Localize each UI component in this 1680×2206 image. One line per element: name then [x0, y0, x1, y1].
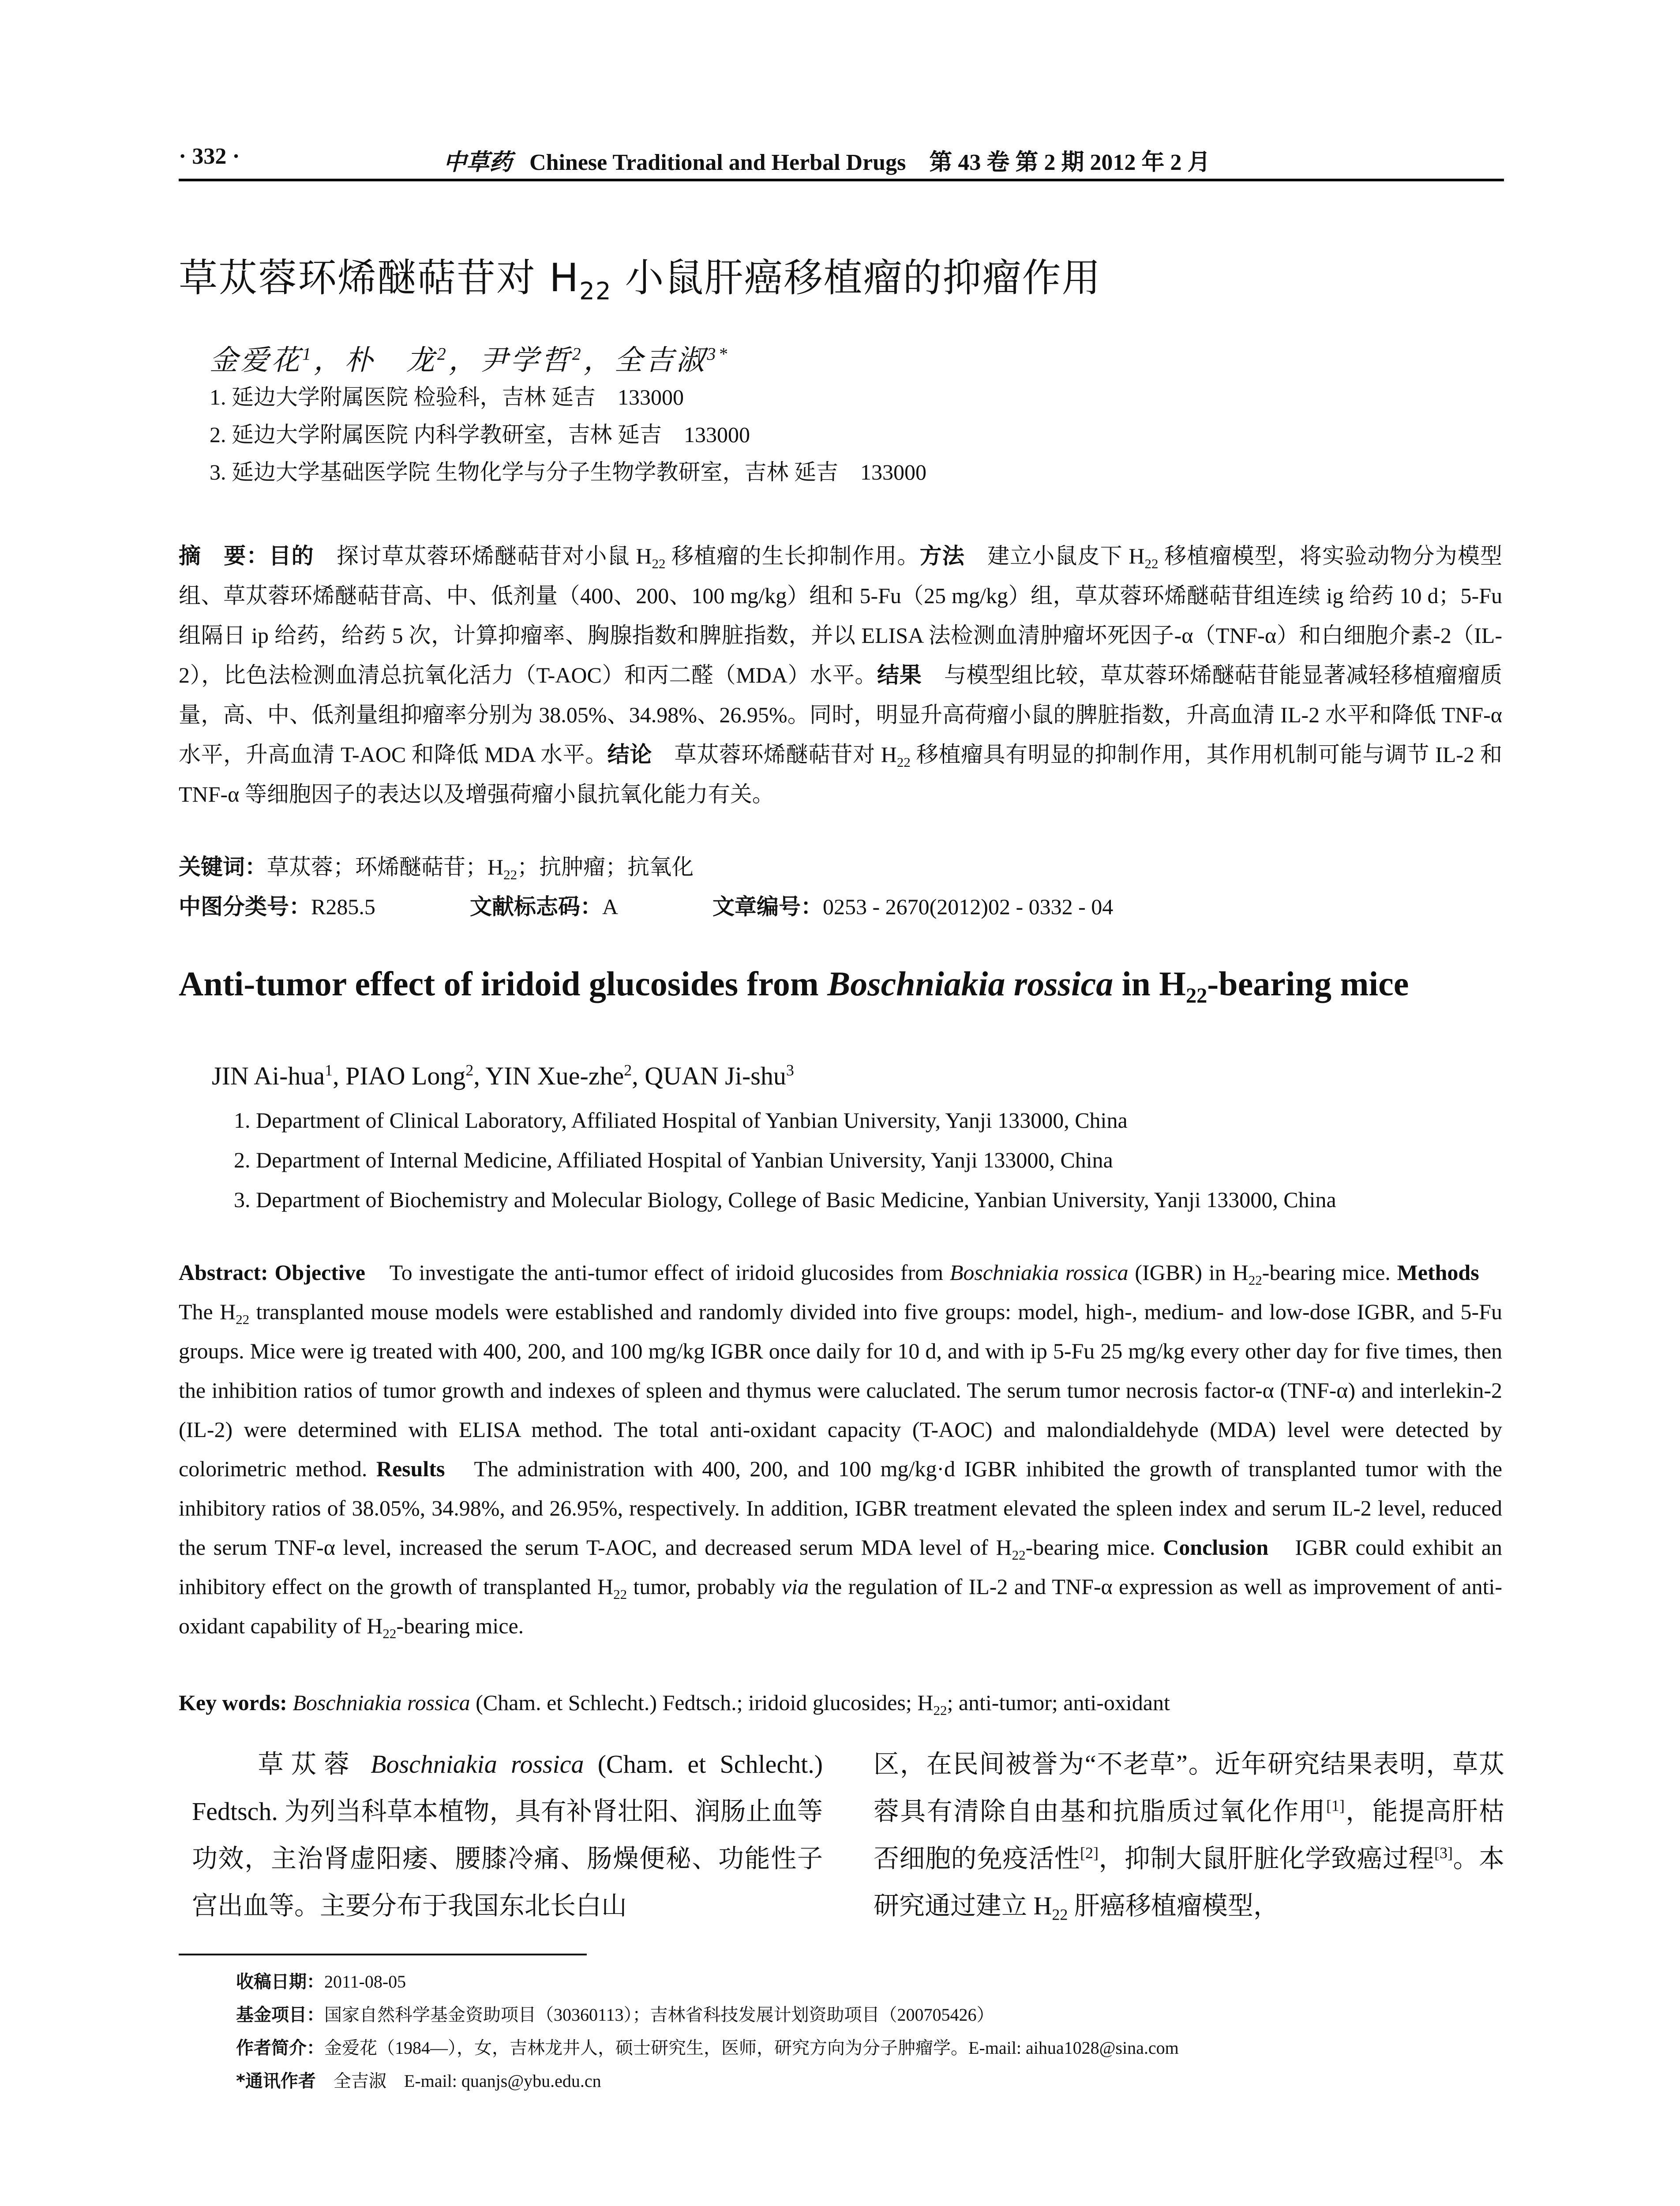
- author-cn: 全吉淑: [614, 345, 707, 376]
- journal-name-en: Chinese Traditional and Herbal Drugs: [529, 150, 906, 175]
- footnote-rule: [179, 1954, 587, 1955]
- abstract-cn: 摘 要：目的 探讨草苁蓉环烯醚萜苷对小鼠 $H_{22}$ 移植瘤的生长抑制作用。方法 建立小鼠皮下 $H_{22}$ 移植瘤模型，将实验动物分为模型组、草苁蓉环烯醚萜苷高、中、低剂量（400、200、100 mg/kg）组和 5-Fu（25 mg/kg）组，草苁蓉环烯醚萜苷组连续 ig 给药 10 d；5-Fu 组隔日 ip 给药，给药 5 次，计算抑瘤率、胸腺指数和脾脏指数，并以 ELISA 法检测血清肿瘤坏死因子-α（TNF-α）和白细胞介素-2（IL-2），比色法检测血清总抗氧化活力（T-AOC）和丙二醛（MDA）水平。结果 与模型组比较，草苁蓉环烯醚萜苷能显著减轻移植瘤瘤质量，高、中、低剂量组抑瘤率分别为 38.05%、34.98%、26.95%。同时，明显升高荷瘤小鼠的脾脏指数，升高血清 IL-2 水平和降低 TNF-α 水平，升高血清 T-AOC 和降低 MDA 水平。结论 草苁蓉环烯醚萜苷对 $H_{22}$ 移植瘤具有明显的抑制作用，其作用机制可能与调节 IL-2 和 TNF-α 等细胞因子的表达以及增强荷瘤小鼠抗氧化能力有关。: [179, 543, 1503, 807]
- author-cn: 尹学哲: [479, 345, 572, 376]
- author-cn: 朴 龙: [344, 345, 437, 376]
- affiliation-en: 2. Department of Internal Medicine, Affiliated Hospital of Yanbian University, Yanji 133000, China: [234, 1148, 1113, 1172]
- author-en: JIN Ai-hua: [212, 1062, 325, 1090]
- abstract-label-en: Abstract: Objective: [179, 1260, 365, 1285]
- article-number: 文章编号：0253 - 2670(2012)02 - 0332 - 04: [712, 894, 1114, 919]
- footnote-received: 收稿日期：2011-08-05: [236, 1972, 406, 1992]
- journal-title: [443, 143, 1210, 176]
- affiliation-en: 1. Department of Clinical Laboratory, Affiliated Hospital of Yanbian University, Yanji 133000, China: [234, 1108, 1128, 1133]
- citation: [1]: [1326, 1797, 1345, 1815]
- affiliation-cn: 1. 延边大学附属医院 检验科，吉林 延吉 133000: [210, 385, 684, 409]
- document-code: 文献标志码：A: [470, 894, 619, 919]
- footnote-corresponding: *通讯作者 全吉淑 E-mail: quanjs@ybu.edu.cn: [236, 2071, 601, 2091]
- authors-cn: 金爱花$^1$，朴 龙$^2$，尹学哲$^2$，全吉淑$^{3*}$: [210, 344, 730, 376]
- body-column-left: 草苁蓉 Boschniakia rossica (Cham. et Schlecht.) Fedtsch. 为列当科草本植物，具有补肾壮阳、润肠止血等功效，主治肾虚阳痿、腰膝冷痛、肠燥便秘、功能性子宫出血等。主要分布于我国东北长白山: [192, 1750, 823, 1920]
- page-number: · 332 ·: [179, 144, 240, 169]
- author-en: YIN Xue-zhe: [485, 1062, 624, 1090]
- keywords-cn: 关键词：草苁蓉；环烯醚萜苷；$H_{22}$；抗肿瘤；抗氧化: [179, 854, 694, 882]
- author-en: QUAN Ji-shu: [645, 1062, 786, 1090]
- footnote-fund: 基金项目：国家自然科学基金资助项目（30360113）；吉林省科技发展计划资助项目（200705426）: [236, 2005, 994, 2025]
- citation: [2]: [1080, 1844, 1099, 1862]
- affiliation-cn: 2. 延边大学附属医院 内科学教研室，吉林 延吉 133000: [210, 422, 750, 447]
- abstract-label-cn: 摘 要：: [179, 543, 269, 569]
- author-cn: 金爱花: [210, 345, 302, 376]
- article-title-en: Anti-tumor effect of iridoid glucosides from Boschniakia rossica in $H_{22}$-bearing mice: [179, 964, 1409, 1008]
- author-en: PIAO Long: [345, 1062, 466, 1090]
- article-title-cn: 草苁蓉环烯醚萜苷对 $H_{22}$ 小鼠肝癌移植瘤的抑瘤作用: [179, 255, 1102, 305]
- journal-volume: 第 43 卷 第 2 期 2012 年 2 月: [929, 150, 1211, 175]
- affiliation-cn: 3. 延边大学基础医学院 生物化学与分子生物学教研室，吉林 延吉 133000: [210, 460, 926, 484]
- citation: [3]: [1434, 1844, 1453, 1862]
- journal-name-cn: 中草药: [443, 149, 513, 176]
- header-rule: [179, 179, 1504, 181]
- abstract-en: Abstract: Objective To investigate the anti-tumor effect of iridoid glucosides from Boschniakia rossica (IGBR) in $H_{22}$-bearing mice. Methods The $H_{22}$ transplanted mouse models were established and randomly divided into five groups: model, high-, medium- and low-dose IGBR, and 5-Fu groups. Mice were ig treated with 400, 200, and 100 mg/kg IGBR once daily for 10 d, and with ip 5-Fu 25 mg/kg every other day for five times, then the inhibition ratios of tumor growth and indexes of spleen and thymus were caluclated. The serum tumor necrosis factor-α (TNF-α) and interlekin-2 (IL-2) were determined with ELISA method. The total anti-oxidant capacity (T-AOC) and malondialdehyde (MDA) level were detected by colorimetric method. Results The administration with 400, 200, and 100 mg/kg·d IGBR inhibited the growth of transplanted tumor with the inhibitory ratios of 38.05%, 34.98%, and 26.95%, respectively. In addition, IGBR treatment elevated the spleen index and serum IL-2 level, reduced the serum TNF-α level, increased the serum T-AOC, and decreased serum MDA level of $H_{22}$-bearing mice. Conclusion IGBR could exhibit an inhibitory effect on the growth of transplanted $H_{22}$ tumor, probably via the regulation of IL-2 and TNF-α expression as well as improvement of anti-oxidant capability of $H_{22}$-bearing mice.: [179, 1260, 1503, 1641]
- keywords-en: Key words: Boschniakia rossica (Cham. et Schlecht.) Fedtsch.; iridoid glucosides; $H_{22}$; anti-tumor; anti-oxidant: [179, 1690, 1170, 1718]
- clc-number: 中图分类号：R285.5: [179, 894, 375, 919]
- footnote-author: 作者简介：金爱花（1984—），女，吉林龙井人，硕士研究生，医师，研究方向为分子肿瘤学。E-mail: aihua1028@sina.com: [236, 2038, 1179, 2058]
- running-header: [179, 143, 1502, 179]
- authors-en: JIN Ai-hua$^1$, PIAO Long$^2$, YIN Xue-zhe$^2$, QUAN Ji-shu$^3$: [212, 1061, 794, 1090]
- affiliation-en: 3. Department of Biochemistry and Molecular Biology, College of Basic Medicine, Yanbian University, Yanji 133000, China: [234, 1187, 1336, 1212]
- body-column-right: 区，在民间被誉为“不老草”。近年研究结果表明，草苁蓉具有清除自由基和抗脂质过氧化作用[1]，能提高肝枯否细胞的免疫活性[2]，抑制大鼠肝脏化学致癌过程[3]。本研究通过建立 $H_{22}$ 肝癌移植瘤模型，: [874, 1750, 1504, 1924]
- classification-line: [179, 889, 1502, 920]
